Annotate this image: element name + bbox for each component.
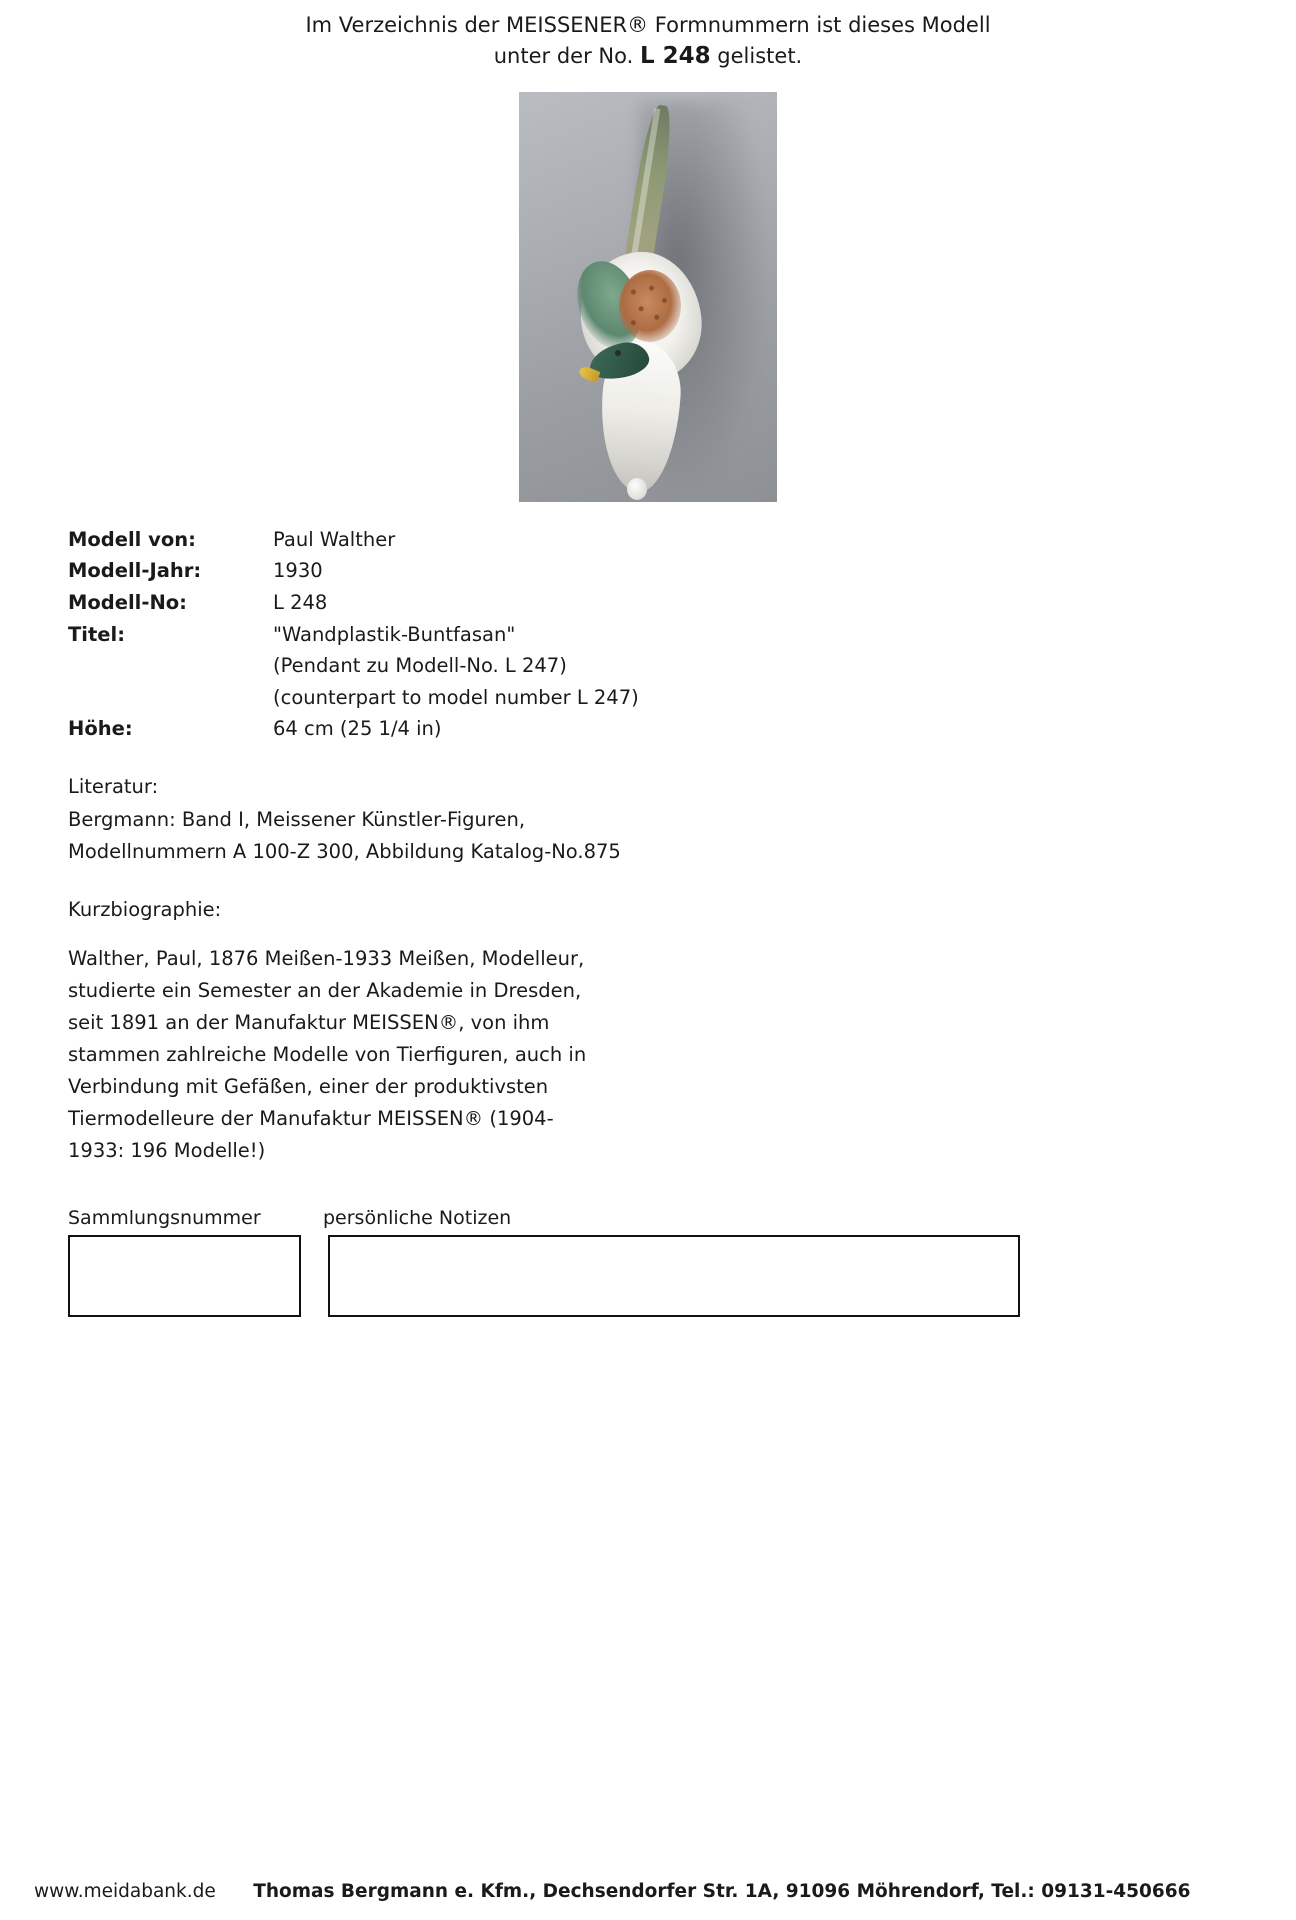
literature-line-1: Bergmann: Band I, Meissener Künstler-Figuren, <box>68 808 526 832</box>
pheasant-base-tip <box>627 478 647 500</box>
header-line-2-prefix: unter der No. <box>493 44 640 69</box>
detail-label: Modell von: <box>68 527 196 551</box>
detail-label: Modell-No: <box>68 590 187 614</box>
biography-line: seit 1891 an der Manufaktur MEISSEN®, von ihm <box>68 1011 550 1035</box>
biography-line: stammen zahlreiche Modelle von Tierfiguren, auch in <box>68 1043 587 1067</box>
biography-line: studierte ein Semester an der Akademie in Dresden, <box>68 979 582 1003</box>
form-fields <box>68 1235 1296 1317</box>
detail-row <box>68 682 1296 714</box>
header-line-2 <box>0 40 1296 73</box>
detail-label: Modell-Jahr: <box>68 559 202 583</box>
literature-section <box>68 771 1296 868</box>
personal-notes-label: persönliche Notizen <box>323 1206 512 1229</box>
biography-heading-container <box>68 894 1296 926</box>
figure-container <box>0 92 1296 502</box>
detail-value: 64 cm (25 1/4 in) <box>273 717 442 741</box>
detail-value: L 248 <box>273 590 328 614</box>
detail-row <box>68 650 1296 682</box>
biography-line: Tiermodelleure der Manufaktur MEISSEN® (1904- <box>68 1106 554 1130</box>
detail-value: (counterpart to model number L 247) <box>273 685 639 709</box>
detail-row <box>68 587 1296 619</box>
detail-row <box>68 713 1296 745</box>
form-field-labels <box>68 1207 1296 1229</box>
detail-row <box>68 619 1296 651</box>
detail-value: 1930 <box>273 559 323 583</box>
header-model-no: L 248 <box>639 43 711 70</box>
detail-row <box>68 524 1296 556</box>
detail-label: Titel: <box>68 622 126 646</box>
biography-heading: Kurzbiographie: <box>68 897 222 921</box>
literature-heading: Literatur: <box>68 774 159 798</box>
personal-notes-input[interactable] <box>328 1235 1020 1317</box>
pheasant-speckles <box>623 278 675 334</box>
biography-text <box>68 943 668 1167</box>
website-link[interactable]: www.meidabank.de <box>34 1881 216 1902</box>
literature-line-2: Modellnummern A 100-Z 300, Abbildung Katalog-No.875 <box>68 839 621 863</box>
header-line-2-suffix: gelistet. <box>710 44 803 69</box>
page-footer <box>0 1881 1296 1902</box>
biography-line: 1933: 196 Modelle!) <box>68 1138 266 1162</box>
biography-line: Walther, Paul, 1876 Meißen-1933 Meißen, Modelleur, <box>68 947 585 971</box>
detail-value: (Pendant zu Modell-No. L 247) <box>273 654 567 678</box>
collection-number-label: Sammlungsnummer <box>68 1206 261 1229</box>
collection-number-input[interactable] <box>68 1235 301 1317</box>
model-details <box>68 524 1296 745</box>
detail-row <box>68 555 1296 587</box>
biography-line: Verbindung mit Gefäßen, einer der produktivsten <box>68 1075 549 1099</box>
detail-label: Höhe: <box>68 717 133 741</box>
footer-imprint: Thomas Bergmann e. Kfm., Dechsendorfer Str. 1A, 91096 Möhrendorf, Tel.: 09131-450666 <box>253 1881 1191 1902</box>
page-title <box>0 0 1296 74</box>
header-line-1: Im Verzeichnis der MEISSENER® Formnummern ist dieses Modell <box>305 13 991 37</box>
detail-value: Paul Walther <box>273 527 396 551</box>
detail-value: "Wandplastik-Buntfasan" <box>273 622 516 646</box>
pheasant-eye <box>615 350 621 356</box>
porcelain-figure-image <box>519 92 777 502</box>
